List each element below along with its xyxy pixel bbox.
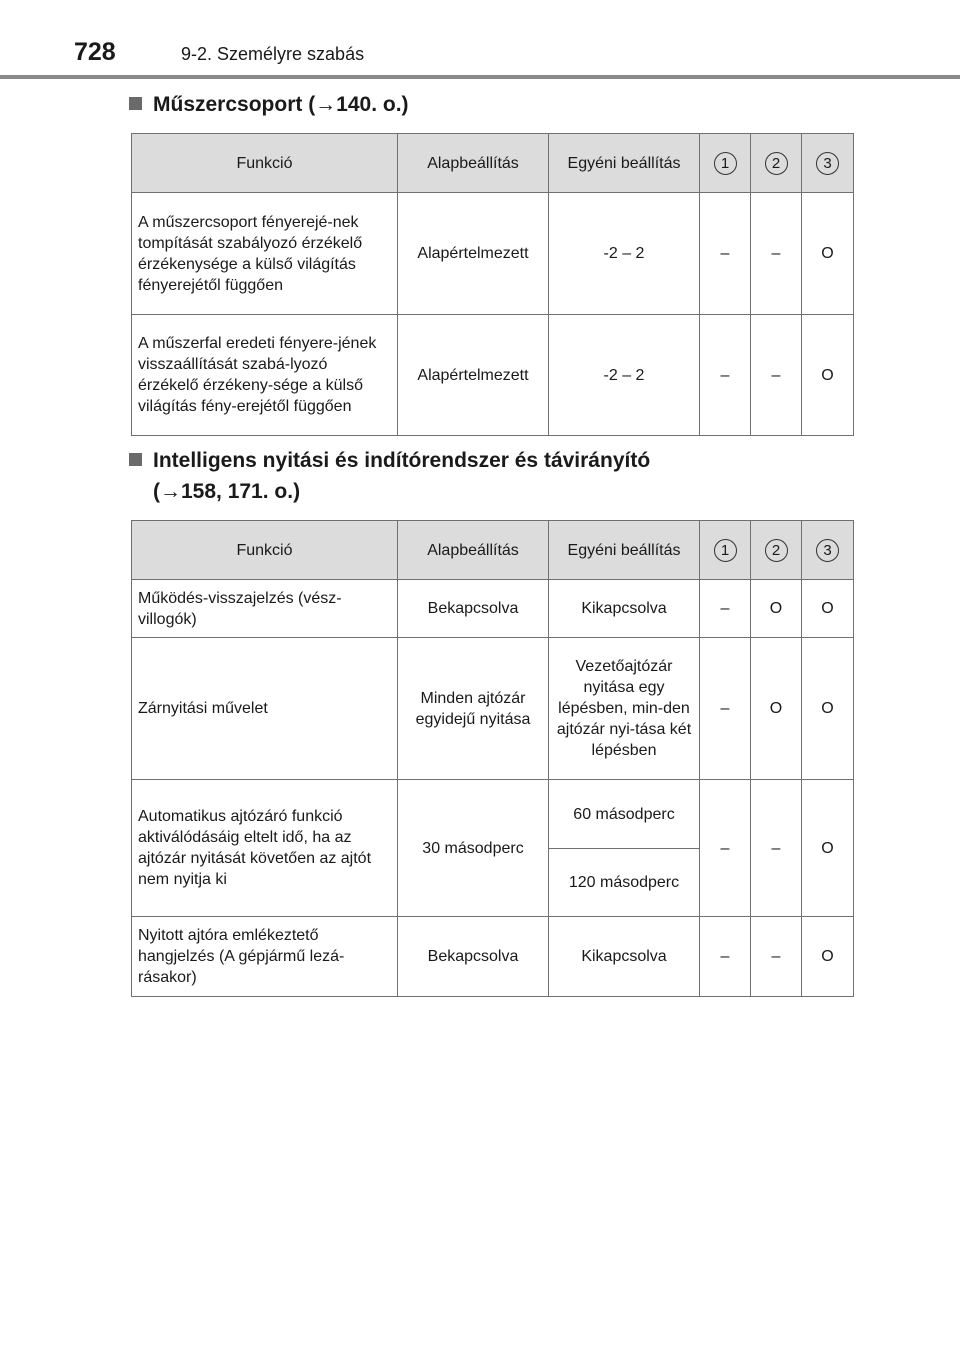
section-heading-text: Műszercsoport (→140. o.) [153, 93, 409, 116]
default-cell: 30 másodperc [398, 780, 549, 917]
section-heading-instrument-cluster [129, 89, 409, 120]
method-1-cell: – [700, 638, 751, 780]
method-2-icon: 2 [765, 152, 788, 175]
function-cell: A műszercsoport fényerejé-nek tompítását szabályozó érzékelő érzékenysége a külső világítás fényerejétől függően [132, 193, 398, 315]
method-1-icon: 1 [714, 539, 737, 562]
method-2-cell: – [751, 193, 802, 315]
section-heading-smart-entry [129, 445, 650, 507]
table-row [132, 580, 854, 638]
default-cell: Alapértelmezett [398, 315, 549, 436]
custom-cell: -2 – 2 [549, 315, 700, 436]
column-header-custom: Egyéni beállítás [549, 521, 700, 580]
method-3-cell: O [802, 780, 854, 917]
header-divider [0, 75, 960, 79]
method-3-icon: 3 [816, 152, 839, 175]
function-cell: Működés-visszajelzés (vész-villogók) [132, 580, 398, 638]
method-1-cell: – [700, 315, 751, 436]
square-bullet-icon [129, 97, 142, 110]
method-3-icon: 3 [816, 539, 839, 562]
settings-table-smart-entry [131, 520, 854, 997]
custom-cell: Vezetőajtózár nyitása egy lépésben, min-den ajtózár nyi-tása két lépésben [549, 638, 700, 780]
column-header-default: Alapbeállítás [398, 521, 549, 580]
column-header-custom: Egyéni beállítás [549, 134, 700, 193]
function-cell: A műszerfal eredeti fényere-jének visszaállítását szabá-lyozó érzékelő érzékeny-sége a külső világítás fény-erejétől függően [132, 315, 398, 436]
page-number: 728 [74, 38, 116, 66]
table-header-row [132, 521, 854, 580]
table-header-row [132, 134, 854, 193]
method-1-cell: – [700, 917, 751, 997]
table-row [132, 638, 854, 780]
default-cell: Bekapcsolva [398, 917, 549, 997]
custom-cell: Kikapcsolva [549, 580, 700, 638]
function-cell: Automatikus ajtózáró funkció aktiválódásáig eltelt idő, ha az ajtózár nyitását követően az ajtót nem nyitja ki [132, 780, 398, 917]
table-row [132, 917, 854, 997]
method-3-cell: O [802, 580, 854, 638]
square-bullet-icon [129, 453, 142, 466]
method-2-cell: O [751, 638, 802, 780]
table-row [132, 780, 854, 849]
settings-table-instrument-cluster [131, 133, 854, 436]
custom-cell: 60 másodperc [549, 780, 700, 849]
table-row [132, 193, 854, 315]
column-header-function: Funkció [132, 521, 398, 580]
method-2-cell: – [751, 917, 802, 997]
method-3-cell: O [802, 917, 854, 997]
custom-cell: 120 másodperc [549, 849, 700, 917]
function-cell: Zárnyitási művelet [132, 638, 398, 780]
method-1-cell: – [700, 580, 751, 638]
function-cell: Nyitott ajtóra emlékeztető hangjelzés (A gépjármű lezá-rásakor) [132, 917, 398, 997]
method-2-icon: 2 [765, 539, 788, 562]
method-1-cell: – [700, 193, 751, 315]
default-cell: Minden ajtózár egyidejű nyitása [398, 638, 549, 780]
method-2-cell: – [751, 315, 802, 436]
section-heading-reference: (→158, 171. o.) [153, 480, 301, 503]
method-1-icon: 1 [714, 152, 737, 175]
method-1-cell: – [700, 780, 751, 917]
method-2-cell: – [751, 780, 802, 917]
section-heading-text: Intelligens nyitási és indítórendszer és távirányító [153, 449, 651, 472]
chapter-title: 9-2. Személyre szabás [181, 44, 365, 64]
table-row [132, 315, 854, 436]
custom-cell: Kikapcsolva [549, 917, 700, 997]
method-3-cell: O [802, 638, 854, 780]
default-cell: Alapértelmezett [398, 193, 549, 315]
column-header-default: Alapbeállítás [398, 134, 549, 193]
column-header-function: Funkció [132, 134, 398, 193]
custom-cell: -2 – 2 [549, 193, 700, 315]
method-3-cell: O [802, 315, 854, 436]
method-2-cell: O [751, 580, 802, 638]
default-cell: Bekapcsolva [398, 580, 549, 638]
method-3-cell: O [802, 193, 854, 315]
